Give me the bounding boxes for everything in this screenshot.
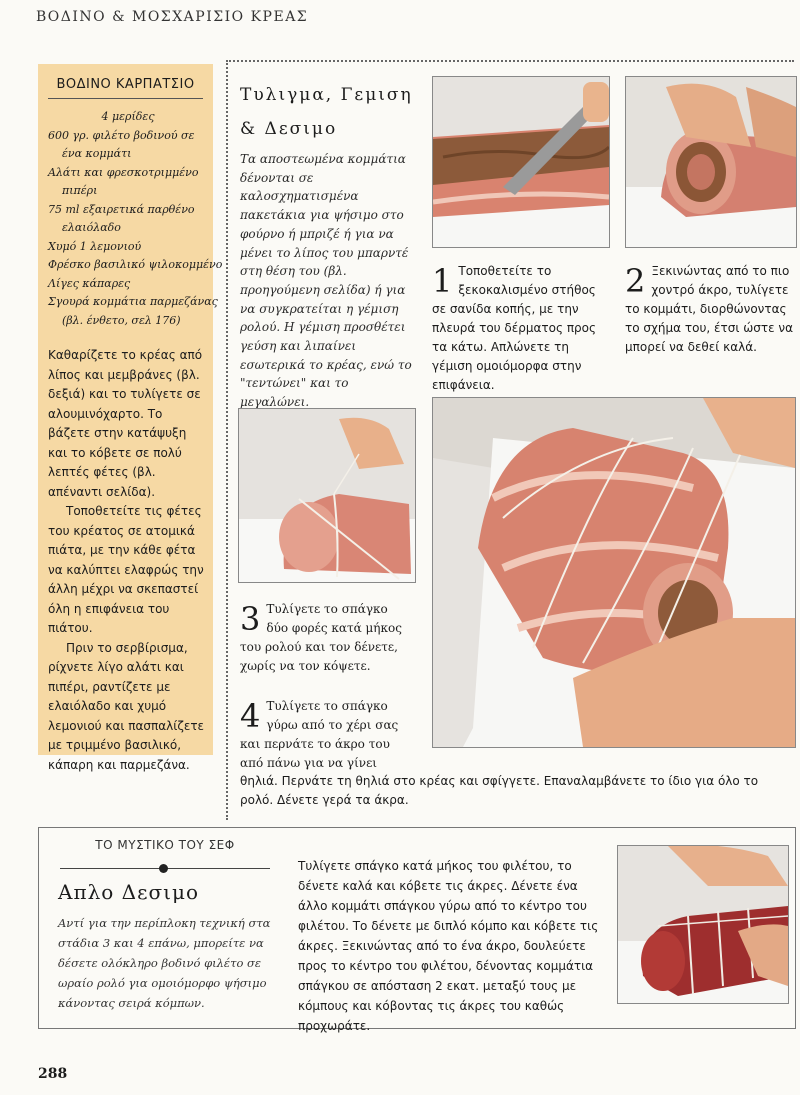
step-4 (240, 697, 415, 773)
step-number: 4 (240, 697, 261, 735)
recipe-method (48, 346, 208, 775)
section-divider-horizontal (226, 60, 794, 62)
section-title-line: Τυλιγμα, Γεμιση (240, 85, 413, 105)
ingredient-line: ελαιόλαδο (62, 221, 121, 234)
step-3 (240, 600, 410, 676)
step-4-continuation: θηλιά. Περνάτε τη θηλιά στο κρέας και σφίγγετε. Επαναλαμβάνετε το ίδιο για όλο το ρολό. Δένετε γερά τα άκρα. (240, 774, 759, 807)
method-paragraph: Καθαρίζετε το κρέας από λίπος και μεμβράνες (βλ. δεξιά) και το τυλίγετε σε αλουμινόχαρτο. Το βάζετε στην κατάψυξη και το κόβετε σε πολύ λεπτές φέτες (βλ. απέναντι σελίδα). (48, 348, 203, 499)
ingredient-line: 600 γρ. φιλέτο βοδινού σε (48, 128, 195, 142)
section-title-line: & Δεσιμο (240, 119, 338, 139)
chef-tip-label: ΤΟ ΜΥΣΤΙΚΟ ΤΟΥ ΣΕΦ (95, 838, 235, 852)
step-1 (432, 262, 612, 395)
chef-tip-title: Απλο Δεσιμο (58, 880, 199, 904)
running-header: ΒΟΔΙΝΟ & ΜΟΣΧΑΡΙΣΙΟ ΚΡΕΑΣ (36, 9, 309, 25)
recipe-title: ΒΟΔΙΝΟ ΚΑΡΠΑΤΣΙΟ (56, 77, 195, 92)
ingredient-line: (βλ. ένθετο, σελ 176) (62, 313, 181, 327)
method-paragraph: Πριν το σερβίρισμα, ρίχνετε λίγο αλάτι και πιπέρι, ραντίζετε με ελαιόλαδο και χυμό λεμονιού και πασπαλίζετε με τριμμένο βασιλικό, κάπαρη και παρμεζάνα. (48, 640, 205, 772)
step-3-photo (238, 408, 416, 583)
ingredient-line: ένα κομμάτι (62, 147, 132, 160)
recipe-sidebar (38, 64, 223, 772)
ingredient-line: Χυμό 1 λεμονιού (48, 239, 142, 253)
section-title (240, 78, 420, 146)
ingredient-line: Αλάτι και φρεσκοτριμμένο (48, 165, 199, 179)
ingredient-list (48, 108, 223, 330)
step-text: Τοποθετείτε το ξεκοκαλισμένο στήθος σε σανίδα κοπής, με την πλευρά του δέρματος προς τα κάτω. Απλώνετε τη γέμιση ομοιόμορφα στην επιφάνεια. (432, 264, 597, 392)
chef-tip-text: Τυλίγετε σπάγκο κατά μήκος του φιλέτου, το δένετε καλά και κόβετε τις άκρες. Δένετε ένα άλλο κομμάτι σπάγκου γύρω από το κέντρο του φιλέτου. Το δένετε με διπλό κόμπο και κόβετε τις άκρες. Ξεκινώντας από το ένα άκρο, δουλεύετε προς το κέντρο του φιλέτου, δένοντας κομμάτια σπάγκου σε απόσταση 2 εκατ. μεταξύ τους με κόμπους και κόβοντας τις άκρες του καθώς προχωράτε. (298, 859, 599, 1033)
step-4-photo (432, 397, 796, 748)
ingredient-line: πιπέρι (62, 184, 98, 197)
step-number: 2 (625, 262, 646, 300)
step-number: 3 (240, 600, 261, 638)
title-divider (48, 98, 203, 99)
step-2 (625, 262, 797, 357)
step-2-photo (625, 76, 797, 248)
divider-dot (159, 864, 168, 873)
ingredient-line: Φρέσκο βασιλικό ψιλοκομμένο (48, 258, 223, 271)
page-number: 288 (38, 1066, 68, 1082)
step-text: Ξεκινώντας από το πιο χοντρό άκρο, τυλίγετε το κομμάτι, διορθώνοντας το σχήμα του, έτσι ώστε να μπορεί να δεθεί καλά. (625, 264, 794, 354)
ingredient-line: Λίγες κάπαρες (48, 276, 131, 290)
section-intro: Τα αποστεωμένα κομμάτια δένονται σε καλοσχηματισμένα πακετάκια για ψήσιμο στο φούρνο ή μπριζέ ή για να μένει το λίπος του μπαρντέ στη θέση του (βλ. προηγούμενη σελίδα) ή για να συγκρατείται η γέμιση ρολού. Η γέμιση προσθέτει γεύση και λιπαίνει εσωτερικά το κρέας, ενώ το "τεντώνει" και το μεγαλώνει. (240, 152, 412, 410)
section-divider-vertical (226, 60, 228, 820)
method-paragraph: Τοποθετείτε τις φέτες του κρέατος σε ατομικά πιάτα, με την κάθε φέτα να καλύπτει ελαφρώς την άλλη μέχρι να σκεπαστεί όλη η επιφάνεια του πιάτου. (48, 504, 204, 635)
step-text: Τυλίγετε το σπάγκο γύρω από το χέρι σας και περνάτε το άκρο του από πάνω για να γίνει (240, 699, 399, 770)
ingredient-line: Σγουρά κομμάτια παρμεζάνας (48, 295, 218, 308)
ingredient-line: 75 ml εξαιρετικά παρθένο (48, 202, 195, 216)
servings: 4 μερίδες (101, 110, 155, 123)
step-1-photo (432, 76, 610, 248)
chef-tip-subtitle: Αντί για την περίπλοκη τεχνική στα στάδια 3 και 4 επάνω, μπορείτε να δέσετε ολόκληρο βοδινό φιλέτο σε ωραίο ρολό για ομοιόμορφο ψήσιμο κάνοντας σειρά κόμπων. (58, 916, 271, 1010)
step-number: 1 (432, 262, 453, 300)
step-text: Τυλίγετε το σπάγκο δύο φορές κατά μήκος του ρολού και τον δένετε, χωρίς να τον κόψετε. (240, 602, 402, 673)
chef-tip-photo (617, 845, 789, 1004)
